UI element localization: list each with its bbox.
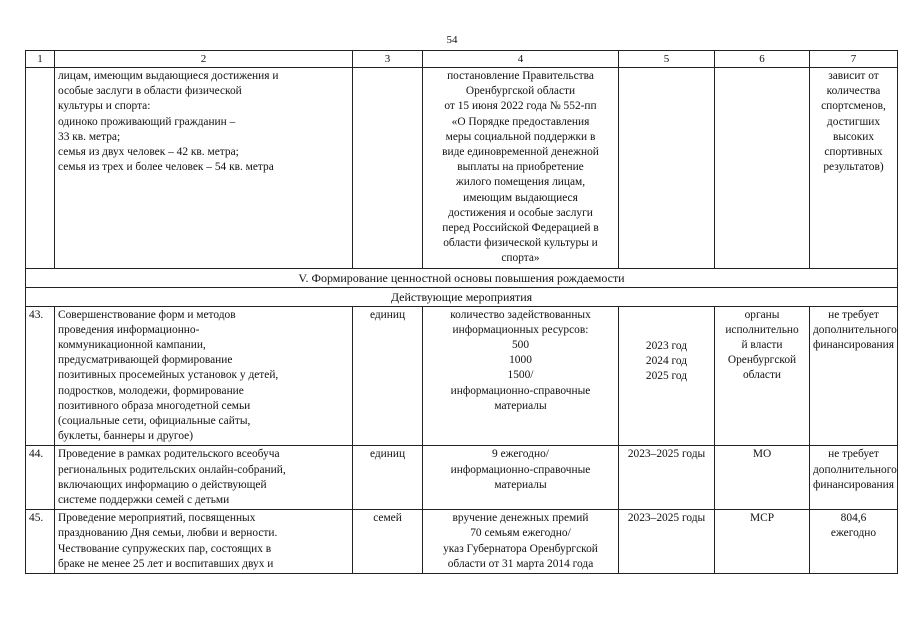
table-row bbox=[26, 446, 898, 510]
header-col-2: 2 bbox=[55, 51, 353, 68]
cell-indicator: постановление Правительства Оренбургской области от 15 июня 2022 года № 552-пп «О Порядке предоставления меры социальной поддержки в виде единовременной денежной выплаты на приобретение жилого помещения лицам, имеющим выдающиеся достижения и особые заслуги перед Российской Федерацией в области физической культуры и спорта» bbox=[423, 68, 619, 269]
header-col-7: 7 bbox=[810, 51, 898, 68]
cell-unit bbox=[353, 68, 423, 269]
cell-description: Проведение в рамках родительского всеобуча региональных родительских онлайн-собраний, включающих информацию о действующей системе поддержки семей с детьми bbox=[55, 446, 353, 510]
page-number: 54 bbox=[446, 34, 458, 46]
cell-unit: единиц bbox=[353, 306, 423, 446]
table-header-row bbox=[26, 51, 898, 68]
cell-period: 2023 год 2024 год 2025 год bbox=[619, 306, 715, 446]
section-title: V. Формирование ценностной основы повышения рождаемости bbox=[26, 268, 898, 287]
cell-num bbox=[26, 68, 55, 269]
section-title-row bbox=[26, 268, 898, 287]
table-row-continuation bbox=[26, 68, 898, 269]
cell-financing: 804,6 ежегодно bbox=[810, 510, 898, 574]
cell-description: Совершенствование форм и методов проведения информационно- коммуникационной кампании, предусматривающей формирование позитивных просемейных установок у детей, подростков, молодежи, формирование позитивного образа многодетной семьи (социальные сети, официальные сайты, буклеты, баннеры и другое) bbox=[55, 306, 353, 446]
cell-indicator: вручение денежных премий 70 семьям ежегодно/ указ Губернатора Оренбургской области от 31 марта 2014 года bbox=[423, 510, 619, 574]
cell-unit: семей bbox=[353, 510, 423, 574]
cell-description: лицам, имеющим выдающиеся достижения и особые заслуги в области физической культуры и спорта: одиноко проживающий гражданин – 33 кв. метра; семья из двух человек – 42 кв. метра; семья из трех и более человек – 54 кв. метра bbox=[55, 68, 353, 269]
subsection-title: Действующие мероприятия bbox=[26, 287, 898, 306]
cell-financing: не требует дополнительного финансирования bbox=[810, 446, 898, 510]
measures-table bbox=[25, 50, 898, 574]
subsection-title-row bbox=[26, 287, 898, 306]
cell-period: 2023–2025 годы bbox=[619, 446, 715, 510]
header-col-6: 6 bbox=[715, 51, 810, 68]
cell-period: 2023–2025 годы bbox=[619, 510, 715, 574]
cell-unit: единиц bbox=[353, 446, 423, 510]
cell-executor: МО bbox=[715, 446, 810, 510]
cell-num: 44. bbox=[26, 446, 55, 510]
table-row bbox=[26, 510, 898, 574]
cell-financing: зависит от количества спортсменов, достигших высоких спортивных результатов) bbox=[810, 68, 898, 269]
header-col-3: 3 bbox=[353, 51, 423, 68]
cell-indicator: количество задействованных информационных ресурсов: 500 1000 1500/ информационно-справочные материалы bbox=[423, 306, 619, 446]
table-row bbox=[26, 306, 898, 446]
cell-executor bbox=[715, 68, 810, 269]
cell-period bbox=[619, 68, 715, 269]
cell-executor: органы исполнительно й власти Оренбургской области bbox=[715, 306, 810, 446]
header-col-1: 1 bbox=[26, 51, 55, 68]
header-col-5: 5 bbox=[619, 51, 715, 68]
cell-num: 43. bbox=[26, 306, 55, 446]
cell-num: 45. bbox=[26, 510, 55, 574]
header-col-4: 4 bbox=[423, 51, 619, 68]
cell-description: Проведение мероприятий, посвященных празднованию Дня семьи, любви и верности. Чествование супружеских пар, состоящих в браке не менее 25 лет и воспитавших двух и bbox=[55, 510, 353, 574]
cell-indicator: 9 ежегодно/ информационно-справочные материалы bbox=[423, 446, 619, 510]
cell-executor: МСР bbox=[715, 510, 810, 574]
cell-financing: не требует дополнительного финансирования bbox=[810, 306, 898, 446]
